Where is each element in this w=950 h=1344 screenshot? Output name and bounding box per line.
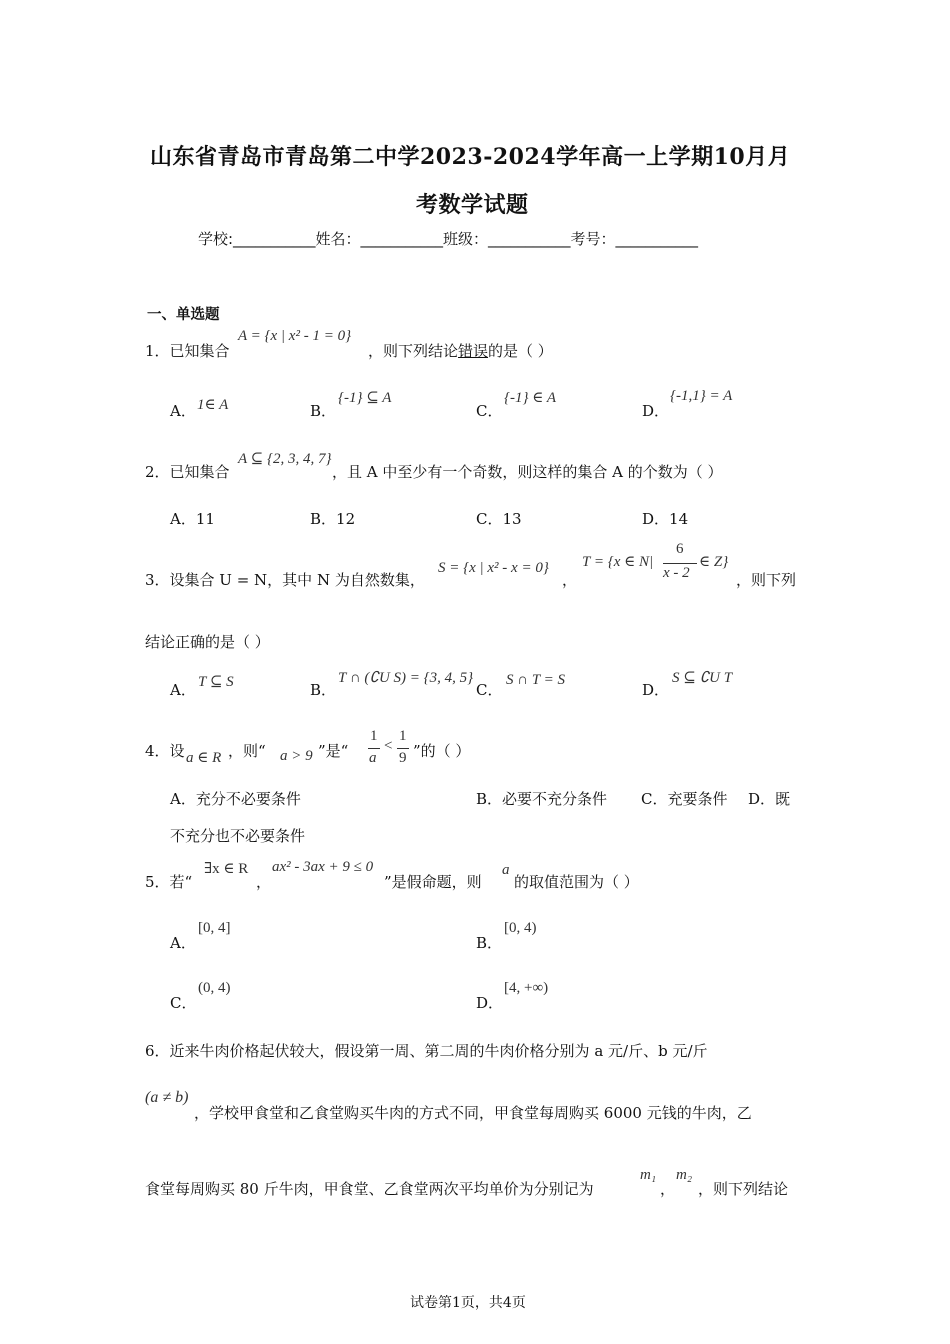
q1-set-expr: A = {x | x² - 1 = 0} xyxy=(238,328,352,344)
q4-p3: ”是“ xyxy=(318,742,349,760)
q3-optB-label: B． xyxy=(310,681,337,699)
student-info-line: 学校:___________姓名：___________班级：___________考号：___________ xyxy=(198,230,699,248)
q1-tail-post: 的是（ ） xyxy=(488,342,553,360)
q4-e2: a > 9 xyxy=(280,748,313,764)
q6-comma: ， xyxy=(660,1180,676,1198)
q2-set-expr: A ⊆ {2, 3, 4, 7} xyxy=(238,451,332,467)
q4-lt: < xyxy=(384,738,393,754)
q1-optB-expr: {-1} ⊆ A xyxy=(338,390,392,406)
q5-optD-label: D． xyxy=(476,994,504,1012)
q5-optA-label: A． xyxy=(170,934,196,952)
q4-frac1-num: 1 xyxy=(370,728,378,744)
q5-e1: ∃x ∈ R xyxy=(204,861,249,877)
q3-tail: ，则下列 xyxy=(736,571,797,589)
q4-p2: ，则“ xyxy=(228,742,266,760)
q3-s-expr: S = {x | x² - x = 0} xyxy=(438,560,549,576)
q5-p3: ”是假命题，则 xyxy=(384,873,482,891)
q3-optB-expr: T ∩ (∁U S) = {3, 4, 5} xyxy=(338,670,474,686)
q1-optC-label: C． xyxy=(476,402,503,420)
q4-optB: B．必要不充分条件 xyxy=(476,790,608,808)
q2-optA: A．11 xyxy=(170,510,215,528)
q4-frac1-bar xyxy=(368,748,380,749)
q5-optC-label: C． xyxy=(170,994,197,1012)
q3-optC-label: C． xyxy=(476,681,503,699)
q2-optD: D．14 xyxy=(642,510,689,528)
q4-frac1-den: a xyxy=(369,750,377,766)
q4-frac2-num: 1 xyxy=(399,728,407,744)
q6-cond: (a ≠ b) xyxy=(145,1089,189,1106)
q5-optC-expr: (0, 4) xyxy=(198,980,231,996)
q5-optA-expr: [0, 4] xyxy=(198,920,231,936)
q1-optD-label: D． xyxy=(642,402,670,420)
q4-p1: 4．设 xyxy=(145,742,185,760)
q4-frac2-bar xyxy=(397,748,409,749)
q4-e1: a ∈ R xyxy=(186,750,222,766)
q3-optA-label: A． xyxy=(170,681,196,699)
q3-t-frac-num: 6 xyxy=(676,541,684,557)
q5-e3: a xyxy=(502,862,510,878)
q6-line1: 6．近来牛肉价格起伏较大，假设第一周、第二周的牛肉价格分别为 a 元/斤、b 元/斤 xyxy=(145,1042,708,1060)
q3-optC-expr: S ∩ T = S xyxy=(506,672,566,688)
q4-optC: C．充要条件 xyxy=(641,790,728,808)
q4-optD: D．既 xyxy=(748,790,791,808)
q3-optD-expr: S ⊆ ∁U T xyxy=(672,670,733,686)
q1-optD-expr: {-1,1} = A xyxy=(670,388,733,404)
q4-optD-cont: 不充分也不必要条件 xyxy=(170,827,306,845)
q5-optB-label: B． xyxy=(476,934,503,952)
q5-optB-expr: [0, 4) xyxy=(504,920,537,936)
q1-optC-expr: {-1} ∈ A xyxy=(504,390,556,406)
q5-p4: 的取值范围为（ ） xyxy=(514,873,639,891)
q2-number: 2．已知集合 xyxy=(145,463,230,481)
q4-p4: ”的（ ） xyxy=(413,742,471,760)
page-footer: 试卷第1页，共4页 xyxy=(410,1295,526,1311)
q3-frac-bar xyxy=(663,563,697,564)
q3-optD-label: D． xyxy=(642,681,670,699)
q6-line2: ，学校甲食堂和乙食堂购买牛肉的方式不同，甲食堂每周购买 6000 元钱的牛肉，乙 xyxy=(194,1104,752,1122)
q3-t-expr-pre: T = {x ∈ N| xyxy=(582,554,654,570)
q3-line2: 结论正确的是（ ） xyxy=(145,633,270,651)
q3-t-expr-post: ∈ Z} xyxy=(699,554,729,570)
q1-tail-pre: ，则下列结论 xyxy=(368,342,459,360)
q1-optA-expr: 1∈ A xyxy=(197,397,229,413)
q5-p2: ， xyxy=(256,873,272,891)
q1-optA-label: A． xyxy=(170,402,196,420)
q2-optC: C．13 xyxy=(476,510,522,528)
page-title-line2: 考数学试题 xyxy=(416,192,529,218)
q1-optB-label: B． xyxy=(310,402,337,420)
q1-tail xyxy=(368,341,553,361)
q2-tail: ，且 A 中至少有一个奇数，则这样的集合 A 的个数为（ ） xyxy=(332,463,723,481)
q3-t-frac-den: x - 2 xyxy=(663,565,690,581)
q5-p1: 5．若“ xyxy=(145,873,193,891)
q4-optA: A．充分不必要条件 xyxy=(170,790,301,808)
q2-optB: B．12 xyxy=(310,510,356,528)
q6-line3-pre: 食堂每周购买 80 斤牛肉，甲食堂、乙食堂两次平均单价为分别记为 xyxy=(145,1180,594,1198)
q3-optA-expr: T ⊆ S xyxy=(198,674,234,690)
q3-text-pre: 3．设集合 U = N，其中 N 为自然数集， xyxy=(145,571,425,589)
q3-comma: ， xyxy=(562,571,578,589)
section-heading: 一、单选题 xyxy=(147,307,220,323)
q6-m1: m₁ xyxy=(640,1167,657,1183)
q4-frac2-den: 9 xyxy=(399,750,407,766)
page-title-line1: 山东省青岛市青岛第二中学2023-2024学年高一上学期10月月 xyxy=(150,144,791,170)
q5-e2: ax² - 3ax + 9 ≤ 0 xyxy=(272,859,374,875)
q1-number: 1．已知集合 xyxy=(145,342,230,360)
q5-optD-expr: [4, +∞) xyxy=(504,980,549,996)
q1-tail-underline: 错误 xyxy=(458,342,489,360)
q6-line3-post: ，则下列结论 xyxy=(698,1180,789,1198)
q6-m2: m₂ xyxy=(676,1167,693,1183)
